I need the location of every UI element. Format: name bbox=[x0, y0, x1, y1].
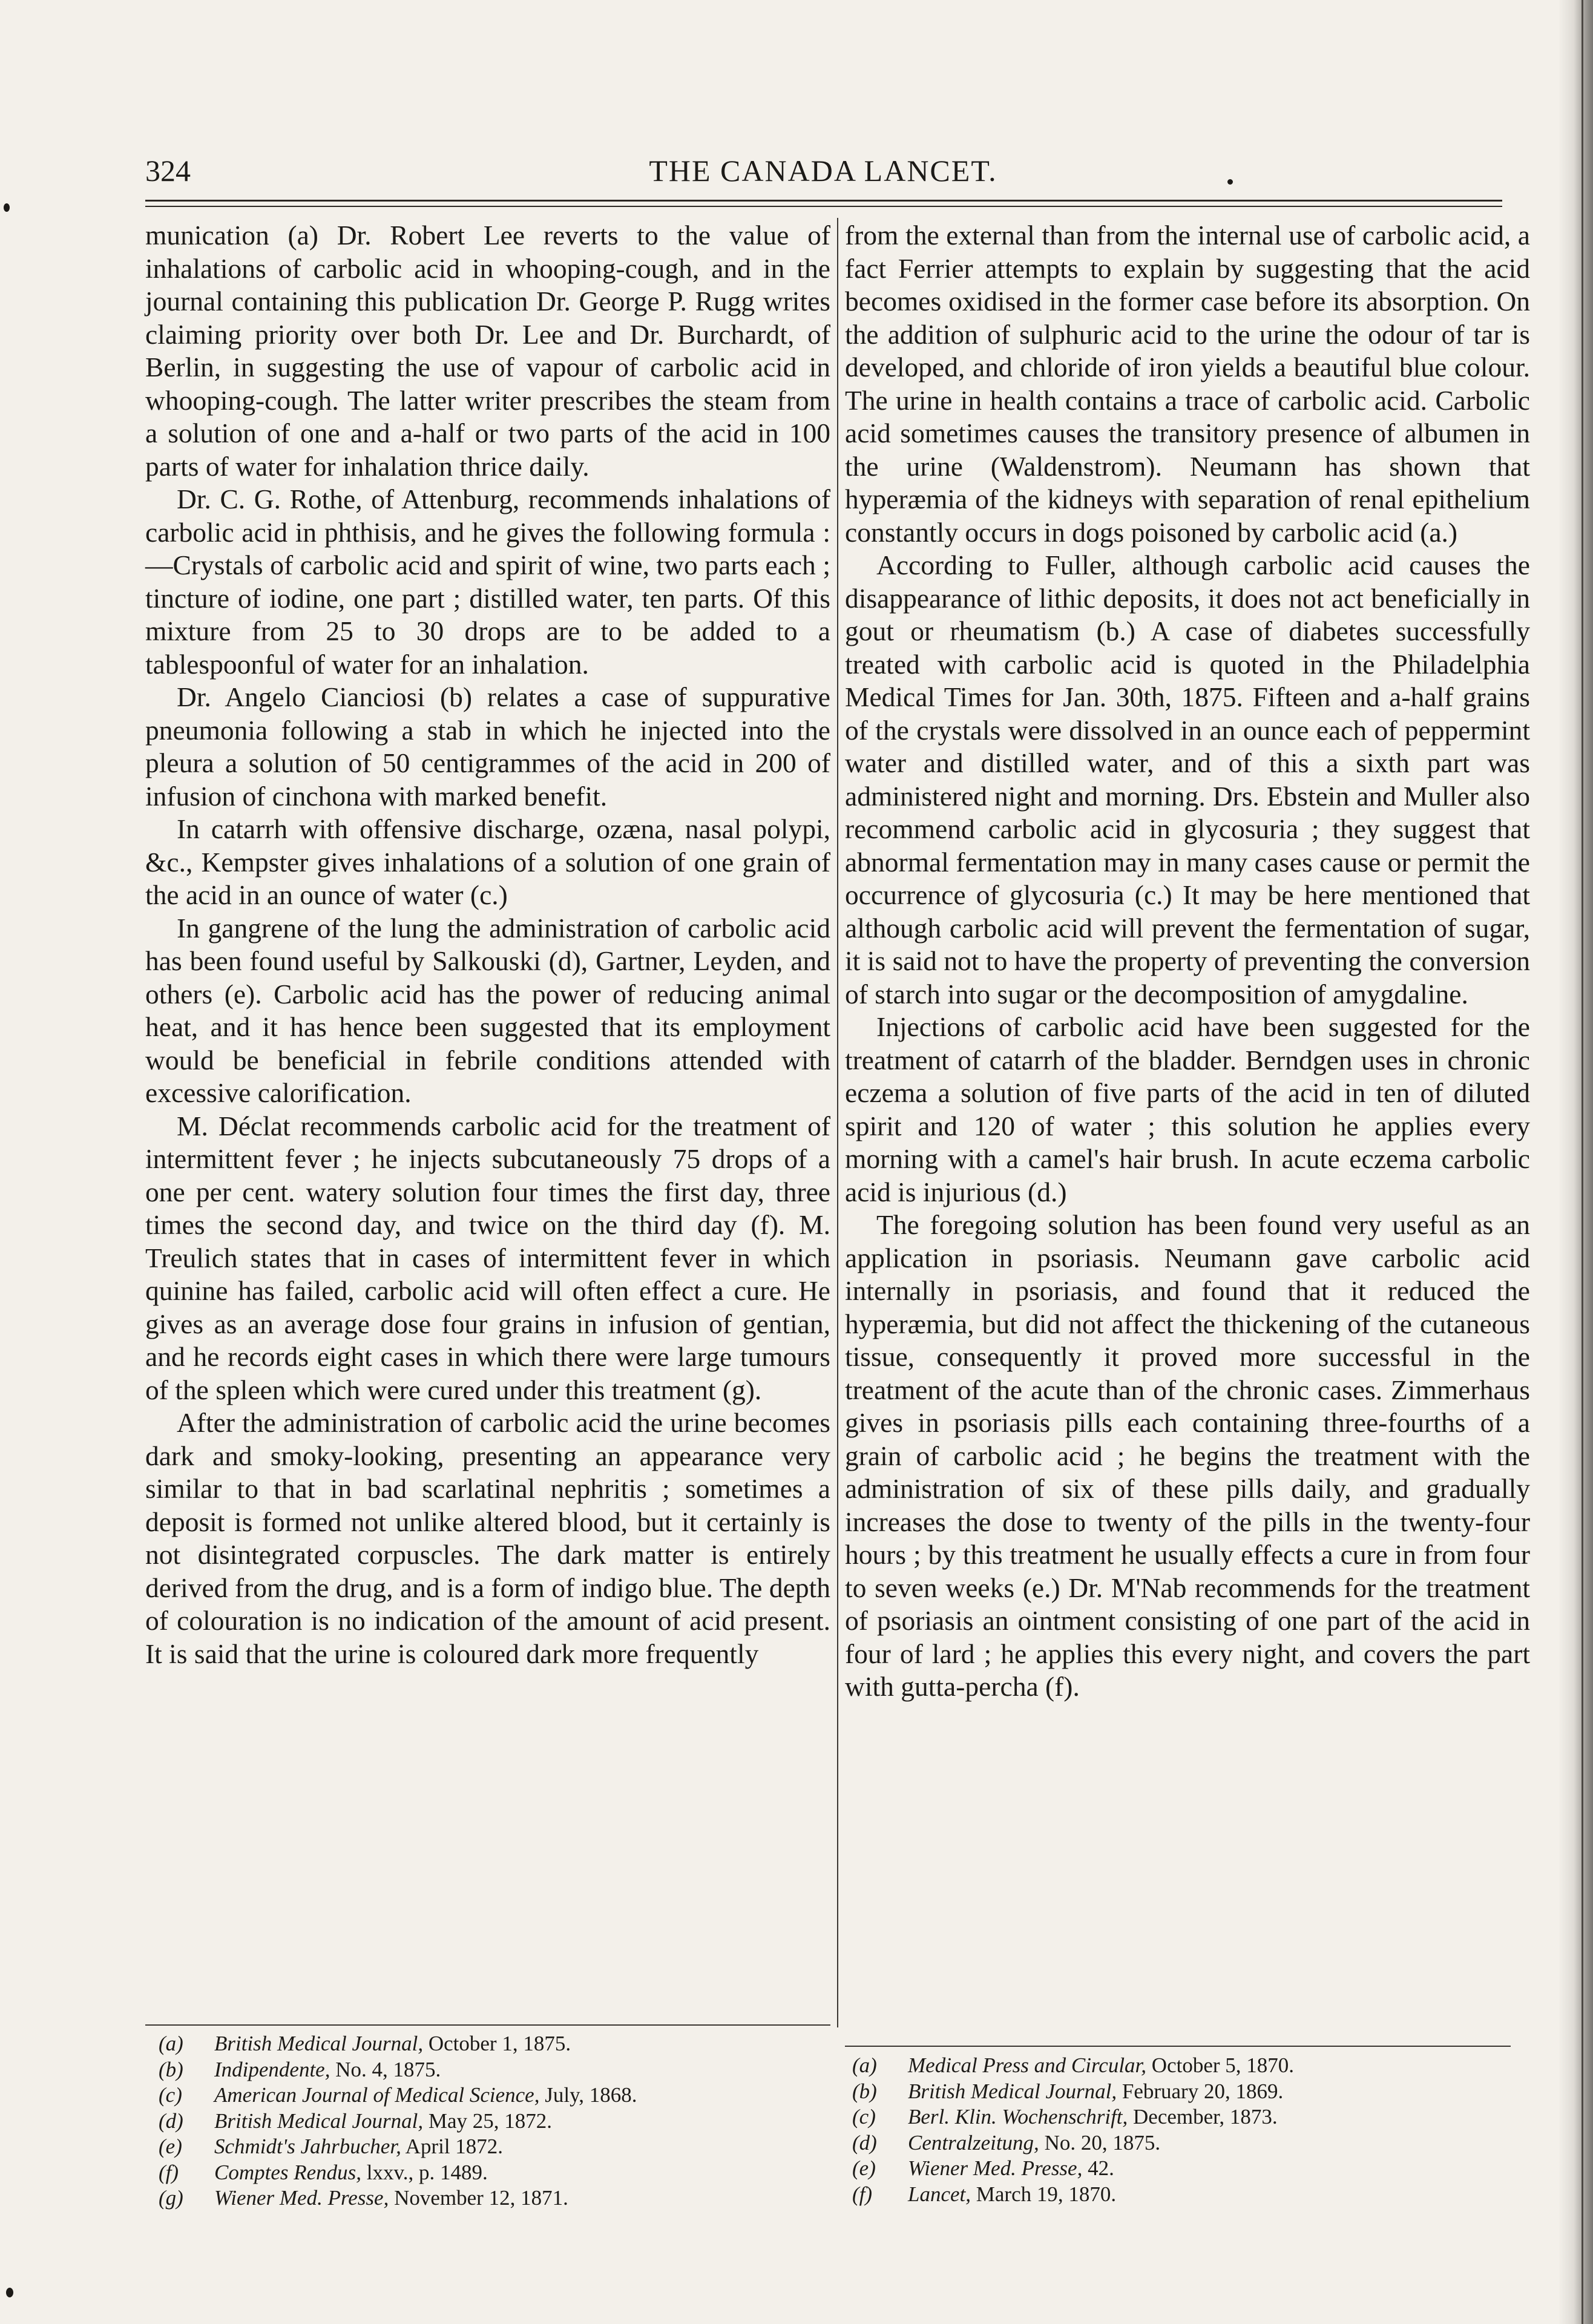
footnote-detail: July, 1868. bbox=[539, 2083, 637, 2107]
right-paragraph-4: The foregoing solution has been found very useful as an application in psoriasis. Neumann gave carbolic acid internally in psoriasis, and found that it reduced the hyperæmia, but did not affect the thickening of the cutaneous tissue, consequently it proved more successful in the treatment of the acute than of the chronic cases. Zimmerhaus gives in psoriasis pills each containing three-fourths of a grain of carbolic acid ; he begins the treatment with the administration of six of these pills daily, and gradually increases the dose to twenty of the pills in the twenty-four hours ; by this treatment he usually effects a cure in from four to seven weeks (e.) Dr. M'Nab recommends for the treatment of psoriasis an ointment consisting of one part of the acid in four of lard ; he applies this every night, and covers the part with gutta-percha (f). bbox=[845, 1209, 1530, 1702]
left-footnotes bbox=[159, 2031, 637, 2211]
footnote bbox=[159, 2109, 637, 2135]
footnote-mark: (a) bbox=[852, 2053, 877, 2077]
footnote-mark: (c) bbox=[159, 2083, 182, 2107]
ink-speck bbox=[1227, 179, 1233, 185]
right-column bbox=[845, 219, 1530, 1704]
footnote bbox=[159, 2083, 637, 2109]
ink-speck bbox=[4, 203, 10, 212]
left-footnote-rule bbox=[145, 2024, 830, 2026]
right-footnote-rule bbox=[845, 2046, 1511, 2047]
footnote bbox=[159, 2160, 637, 2186]
footnote-source: Wiener Med. Presse, bbox=[214, 2186, 389, 2210]
footnote-source: British Medical Journal, bbox=[214, 2109, 424, 2133]
footnote bbox=[852, 2156, 1294, 2182]
footnote bbox=[852, 2079, 1294, 2105]
footnote-source: Wiener Med. Presse, bbox=[908, 2156, 1083, 2180]
footnote-detail: 42. bbox=[1082, 2156, 1114, 2180]
footnote-mark: (a) bbox=[159, 2032, 183, 2055]
footnote-detail: October 5, 1870. bbox=[1146, 2053, 1295, 2077]
footnote-detail: No. 4, 1875. bbox=[330, 2057, 441, 2081]
header-rule bbox=[145, 200, 1502, 207]
right-paragraph-2: According to Fuller, although carbolic acid causes the disappearance of lithic deposits, it does not act beneficially in gout or rheumatism (b.) A case of diabetes successfully treated with carbolic acid is quoted in the Philadelphia Medical Times for Jan. 30th, 1875. Fifteen and a-half grains of the crystals were dissolved in an ounce each of peppermint water and distilled water, and of this a sixth part was administered night and morning. Drs. Ebstein and Muller also recommend carbolic acid in glycosuria ; they suggest that abnormal fermentation may in many cases cause or permit the occurrence of glycosuria (c.) It may be here mentioned that although carbolic acid will prevent the fermentation of sugar, it is said not to have the property of preventing the conversion of starch into sugar or the decomposition of amygdaline. bbox=[845, 550, 1530, 1009]
footnote bbox=[159, 2031, 637, 2057]
left-paragraph-6: M. Déclat recommends carbolic acid for the treatment of intermittent fever ; he injects subcutaneously 75 drops of a one per cent. watery solution four times the first day, three times the second day, and twice on the third day (f). M. Treulich states that in cases of intermittent fever in which quinine has failed, carbolic acid will often effect a cure. He gives as an average dose four grains in infusion of gentian, and he records eight cases in which there were large tumours of the spleen which were cured under this treatment (g). bbox=[145, 1110, 830, 1405]
footnote-detail: November 12, 1871. bbox=[389, 2186, 568, 2210]
left-paragraph-1: munication (a) Dr. Robert Lee reverts to the value of inhalations of carbolic acid in whooping-cough, and in the journal containing this publication Dr. George P. Rugg writes claiming priority over both Dr. Lee and Dr. Burchardt, of Berlin, in suggesting the use of vapour of carbolic acid in whooping-cough. The latter writer prescribes the steam from a solution of one and a-half or two parts of the acid in 100 parts of water for inhalation thrice daily. bbox=[145, 220, 830, 482]
footnote-source: Berl. Klin. Wochenschrift, bbox=[908, 2105, 1128, 2129]
footnote-source: Lancet, bbox=[908, 2182, 971, 2206]
footnote bbox=[852, 2104, 1294, 2130]
binding-shadow bbox=[1558, 0, 1593, 2324]
footnote-detail: October 1, 1875. bbox=[423, 2032, 571, 2055]
footnote-mark: (f) bbox=[852, 2182, 873, 2206]
footnote-detail: February 20, 1869. bbox=[1117, 2079, 1284, 2103]
left-paragraph-3: Dr. Angelo Cianciosi (b) relates a case of suppurative pneumonia following a stab in which he injected into the pleura a solution of 50 centigrammes of the acid in 200 of infusion of cinchona with marked benefit. bbox=[145, 681, 830, 812]
footnote-source: Medical Press and Circular, bbox=[908, 2053, 1147, 2077]
footnote-source: Centralzeitung, bbox=[908, 2130, 1039, 2155]
footnote-mark: (e) bbox=[159, 2135, 182, 2158]
footnote-mark: (b) bbox=[159, 2057, 183, 2081]
left-paragraph-5: In gangrene of the lung the administration of carbolic acid has been found useful by Salkouski (d), Gartner, Leyden, and others (e). Carbolic acid has the power of reducing animal heat, and it has hence been suggested that its employment would be beneficial in febrile conditions attended with excessive calorification. bbox=[145, 912, 830, 1108]
footnote-mark: (d) bbox=[852, 2130, 877, 2155]
footnote-detail: December, 1873. bbox=[1128, 2105, 1278, 2129]
footnote-source: British Medical Journal, bbox=[908, 2079, 1117, 2103]
footnote-detail: No. 20, 1875. bbox=[1039, 2130, 1161, 2155]
footnote-detail: April 1872. bbox=[401, 2135, 504, 2158]
footnote-mark: (c) bbox=[852, 2105, 876, 2129]
right-paragraph-1: from the external than from the internal use of carbolic acid, a fact Ferrier attempts to explain by suggesting that the acid becomes oxidised in the former case before its absorption. On the addition of sulphuric acid to the urine the odour of tar is developed, and chloride of iron yields a beautiful blue colour. The urine in health contains a trace of carbolic acid. Carbolic acid sometimes causes the transitory presence of albumen in the urine (Waldenstrom). Neumann has shown that hyperæmia of the kidneys with separation of renal epithelium constantly occurs in dogs poisoned by carbolic acid (a.) bbox=[845, 220, 1530, 548]
footnote bbox=[852, 2053, 1294, 2079]
footnote-mark: (f) bbox=[159, 2160, 179, 2184]
footnote-mark: (e) bbox=[852, 2156, 876, 2180]
footnote bbox=[159, 2134, 637, 2160]
running-header bbox=[145, 153, 1501, 195]
footnote-detail: March 19, 1870. bbox=[971, 2182, 1117, 2206]
footnote-source: British Medical Journal, bbox=[214, 2032, 424, 2055]
footnote-detail: May 25, 1872. bbox=[423, 2109, 553, 2133]
page-edge-line bbox=[1582, 0, 1583, 2324]
footnote-mark: (g) bbox=[159, 2186, 183, 2210]
journal-title: THE CANADA LANCET. bbox=[649, 154, 997, 188]
footnote-detail: lxxv., p. 1489. bbox=[361, 2160, 488, 2184]
footnote bbox=[852, 2130, 1294, 2156]
footnote-source: Comptes Rendus, bbox=[214, 2160, 362, 2184]
left-paragraph-4: In catarrh with offensive discharge, ozæna, nasal polypi, &c., Kempster gives inhalations of a solution of one grain of the acid in an ounce of water (c.) bbox=[145, 813, 830, 910]
left-column bbox=[145, 219, 830, 1670]
right-paragraph-3: Injections of carbolic acid have been suggested for the treatment of catarrh of the bladder. Berndgen uses in chronic eczema a solution of five parts of the acid in ten of diluted spirit and 120 of water ; this solution he applies every morning with a camel's hair brush. In acute eczema carbolic acid is injurious (d.) bbox=[845, 1011, 1530, 1207]
footnote bbox=[159, 2057, 637, 2083]
footnote-mark: (d) bbox=[159, 2109, 183, 2133]
footnote-source: American Journal of Medical Science, bbox=[214, 2083, 540, 2107]
page-number: 324 bbox=[145, 154, 191, 188]
left-paragraph-7: After the administration of carbolic acid the urine becomes dark and smoky-looking, presenting an appearance very similar to that in bad scarlatinal nephritis ; sometimes a deposit is formed not unlike altered blood, but it certainly is not disintegrated corpuscles. The dark matter is entirely derived from the drug, and is a form of indigo blue. The depth of colouration is no indication of the amount of acid present. It is said that the urine is coloured dark more frequently bbox=[145, 1407, 830, 1669]
column-divider bbox=[837, 218, 838, 2027]
footnote bbox=[852, 2182, 1294, 2208]
footnote-mark: (b) bbox=[852, 2079, 877, 2103]
footnote bbox=[159, 2185, 637, 2211]
footnote-source: Indipendente, bbox=[214, 2057, 330, 2081]
footnote-source: Schmidt's Jahrbucher, bbox=[214, 2135, 401, 2158]
left-paragraph-2: Dr. C. G. Rothe, of Attenburg, recommends inhalations of carbolic acid in phthisis, and he gives the following formula :—Crystals of carbolic acid and spirit of wine, two parts each ; tincture of iodine, one part ; distilled water, ten parts. Of this mixture from 25 to 30 drops are to be added to a tablespoonful of water for an inhalation. bbox=[145, 484, 830, 680]
ink-speck bbox=[6, 2288, 13, 2297]
right-footnotes bbox=[852, 2053, 1294, 2207]
